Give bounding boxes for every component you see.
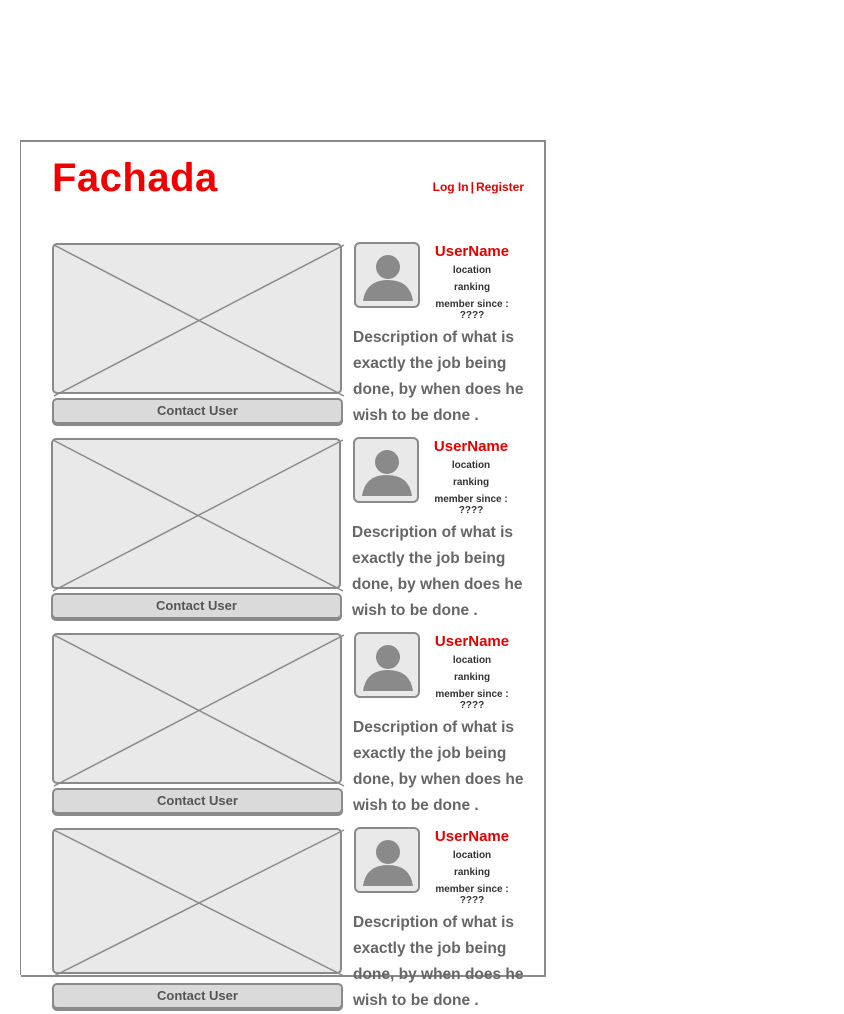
username-link[interactable]: UserName	[434, 243, 510, 260]
job-image-placeholder	[51, 438, 341, 589]
job-listing	[51, 438, 521, 623]
job-description: Description of what is exactly the job being done, by when does he wish to be done .	[353, 914, 524, 1009]
register-link[interactable]: Register	[475, 180, 524, 194]
image-placeholder-icon	[54, 635, 344, 786]
username-link[interactable]: UserName	[434, 633, 510, 650]
user-ranking: ranking	[452, 477, 490, 488]
user-member-since: member since : ????	[435, 689, 509, 711]
login-link[interactable]: Log In	[432, 180, 469, 194]
user-silhouette-icon	[356, 634, 422, 700]
username-link[interactable]: UserName	[434, 828, 510, 845]
auth-separator: |	[470, 180, 474, 194]
contact-user-button[interactable]: Contact User	[52, 983, 343, 1009]
page-frame	[21, 140, 546, 1009]
job-description: Description of what is exactly the job being done, by when does he wish to be done .	[353, 329, 524, 424]
user-silhouette-icon	[356, 244, 422, 310]
user-ranking: ranking	[453, 282, 491, 293]
job-image-placeholder	[52, 633, 342, 784]
user-location: location	[451, 460, 491, 471]
job-listing	[52, 828, 522, 1013]
user-silhouette-icon	[355, 439, 421, 505]
auth-links	[433, 180, 524, 194]
user-member-since: member since : ????	[434, 494, 508, 516]
user-silhouette-icon	[356, 829, 422, 895]
user-avatar[interactable]	[354, 242, 420, 308]
contact-user-button[interactable]: Contact User	[51, 593, 342, 619]
user-member-since: member since : ????	[435, 884, 509, 906]
user-avatar[interactable]	[354, 632, 420, 698]
user-member-since: member since : ????	[435, 299, 509, 321]
username-link[interactable]: UserName	[433, 438, 509, 455]
user-ranking: ranking	[453, 867, 491, 878]
image-placeholder-icon	[53, 440, 343, 591]
job-description: Description of what is exactly the job being done, by when does he wish to be done .	[352, 524, 523, 619]
job-listing	[52, 243, 522, 428]
site-logo[interactable]: Fachada	[52, 156, 218, 200]
contact-user-button[interactable]: Contact User	[52, 788, 343, 814]
job-image-placeholder	[52, 828, 342, 974]
job-description: Description of what is exactly the job being done, by when does he wish to be done .	[353, 719, 524, 814]
user-location: location	[452, 265, 492, 276]
user-avatar[interactable]	[354, 827, 420, 893]
contact-user-button[interactable]: Contact User	[52, 398, 343, 424]
user-location: location	[452, 850, 492, 861]
job-listing	[52, 633, 522, 818]
user-ranking: ranking	[453, 672, 491, 683]
user-avatar[interactable]	[353, 437, 419, 503]
user-location: location	[452, 655, 492, 666]
image-placeholder-icon	[54, 830, 344, 976]
job-image-placeholder	[52, 243, 342, 394]
image-placeholder-icon	[54, 245, 344, 396]
